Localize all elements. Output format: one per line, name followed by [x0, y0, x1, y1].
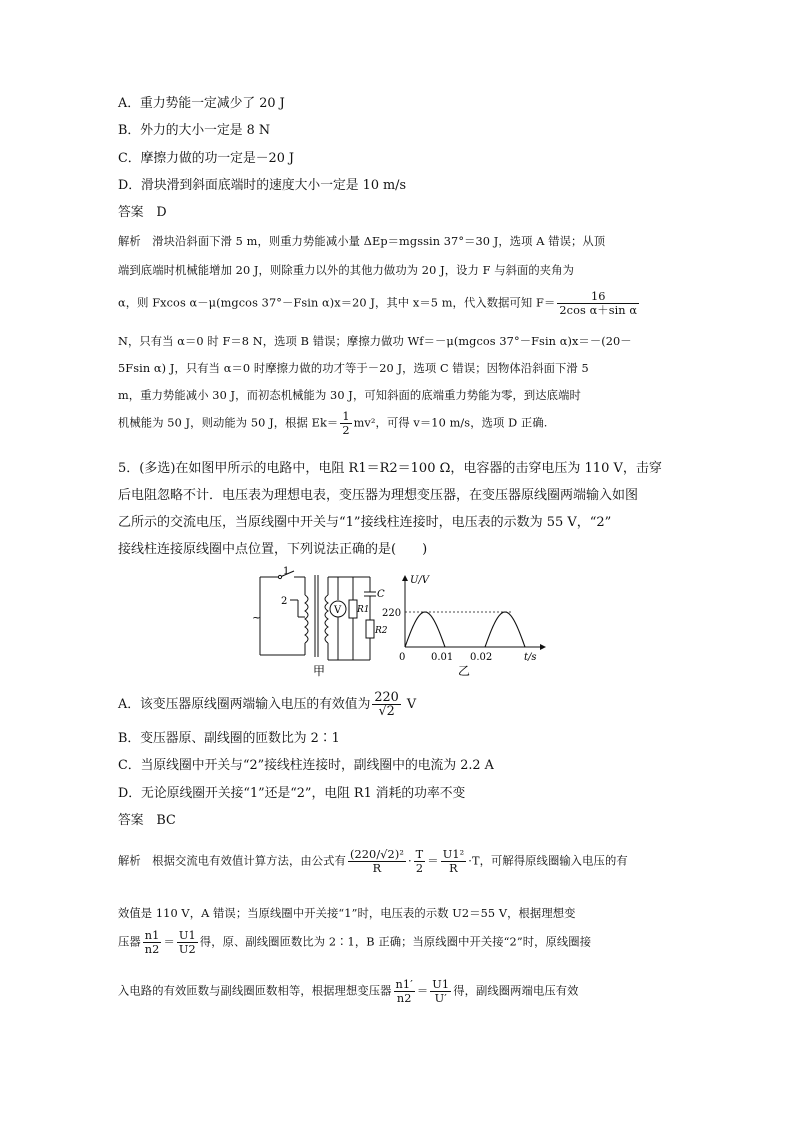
prev-explanation-line-2: 端到底端时机械能增加 20 J，则除重力以外的其他力做功为 20 J，设力 F 与斜面的夹角为	[118, 264, 574, 277]
exp-frac-1-num: (220/√2)²	[349, 848, 404, 861]
exp-frac-5-den: U2	[178, 943, 196, 956]
y-axis-arrow	[402, 575, 408, 581]
force-fraction-num: 16	[557, 290, 639, 304]
question5-line-2: 后电阻忽略不计．电压表为理想电表，变压器为理想变压器，在变压器原线圈两端输入如图	[118, 488, 639, 503]
primary-coil	[305, 595, 308, 643]
option-d-prev: D．滑块滑到斜面底端时的速度大小一定是 10 m/s	[118, 178, 407, 193]
force-fraction-den: 2cos α＋sin α	[559, 304, 638, 317]
exp-frac-1	[348, 848, 406, 875]
exp-frac-4	[143, 929, 162, 956]
figure-svg	[250, 565, 550, 680]
half-fraction-den: 2	[342, 424, 350, 437]
switch-label-2: 2	[281, 596, 288, 607]
x-axis-label: t/s	[524, 652, 537, 663]
option-c-prev: C．摩擦力做的功一定是－20 J	[118, 151, 295, 166]
question5-line-1: 5．(多选)在如图甲所示的电路中，电阻 R1＝R2＝100 Ω，电容器的击穿电压为 110 V，击穿	[118, 461, 662, 476]
force-fraction	[557, 290, 639, 317]
switch-label-1: 1	[283, 566, 290, 577]
exp-frac-4-num: n1	[144, 929, 160, 942]
switch-pivot	[278, 575, 281, 578]
prev-explanation-line-3-text: α，则 Fxcos α－μ(mgcos 37°－Fsin α)x＝20 J，其中 x＝5 m，代入数据可知 F＝	[118, 296, 556, 310]
circuit-jia	[260, 571, 376, 660]
option-a-prev: A．重力势能一定减少了 20 J	[118, 96, 285, 111]
tick-0: 0	[399, 652, 406, 663]
exp-frac-3-den: R	[449, 862, 458, 875]
voltage-waveform	[405, 612, 525, 647]
exp-frac-5	[177, 929, 198, 956]
tick-220: 220	[382, 608, 402, 619]
explanation5-line-3a: 压器	[118, 935, 141, 949]
exp-frac-6-den: n2	[396, 992, 412, 1005]
explanation5-line-3b: 得，原、副线圈匝数比为 2∶1，B 正确；当原线圈中开关接“2”时，原线圈接	[199, 935, 592, 949]
exp-frac-1-den: R	[372, 862, 382, 875]
label-jia: 甲	[313, 664, 326, 678]
voltmeter-label: V	[334, 605, 342, 616]
answer5: 答案 BC	[118, 813, 176, 828]
cap-label: C	[377, 589, 385, 600]
r2-box	[366, 620, 374, 638]
question5-line-4: 接线柱连接原线圈中点位置，下列说法正确的是( )	[118, 542, 428, 557]
option-d: D．无论原线圈开关接“1”还是“2”，电阻 R1 消耗的功率不变	[118, 786, 466, 801]
option-c: C．当原线圈中开关与“2”接线柱连接时，副线圈中的电流为 2.2 A	[118, 758, 494, 773]
r1-box	[349, 600, 357, 618]
prev-explanation-line-7a: 机械能为 50 J，则动能为 50 J，根据 Ek＝	[118, 416, 339, 430]
exp-frac-7-den: U′	[434, 992, 447, 1005]
option-b-prev: B．外力的大小一定是 8 N	[118, 123, 271, 138]
exp-frac-6	[394, 978, 415, 1005]
half-fraction	[340, 410, 351, 437]
explanation5-line-3	[118, 929, 591, 956]
exp-eq-1: ＝	[427, 854, 439, 868]
tick-002: 0.02	[470, 652, 493, 663]
prev-explanation-line-7b: mv²，可得 v＝10 m/s，选项 D 正确.	[353, 416, 548, 430]
exp-eq-3: ＝	[416, 984, 429, 998]
option-a	[118, 691, 416, 718]
option-a-fraction	[372, 691, 400, 718]
prev-explanation-line-7	[118, 410, 547, 437]
explanation5-line-1b: ·T，可解得原线圈输入电压的有	[468, 854, 628, 868]
explanation5-line-4	[118, 978, 579, 1005]
half-fraction-num: 1	[342, 410, 350, 423]
prev-answer: 答案 D	[118, 205, 167, 220]
exp-frac-3-num: U1²	[442, 848, 465, 861]
y-axis-label: U/V	[410, 575, 430, 586]
exp-dot: ·	[407, 854, 412, 868]
prev-explanation-line-3	[118, 290, 641, 317]
prev-explanation-line-1: 解析 滑块沿斜面下滑 5 m，则重力势能减小量 ΔEp＝mgssin 37°＝30 J，选项 A 错误；从顶	[118, 235, 606, 248]
exp-frac-2	[414, 848, 426, 875]
exp-frac-2-num: T	[415, 848, 424, 861]
exp-frac-6-num: n1′	[395, 978, 413, 991]
option-a-num: 220	[374, 690, 399, 705]
exp-frac-4-den: n2	[144, 943, 160, 956]
prev-explanation-line-6: m，重力势能减小 30 J，而初态机械能为 30 J，可知斜面的底端重力势能为零，到达底端时	[118, 389, 581, 402]
prev-explanation-line-4: N，只有当 α＝0 时 F＝8 N，选项 B 错误；摩擦力做功 Wf＝－μ(mgcos 37°－Fsin α)x＝－(20－	[118, 335, 632, 348]
exp-frac-2-den: 2	[415, 862, 424, 875]
exp-frac-3	[441, 848, 467, 875]
option-a-unit: V	[402, 697, 417, 712]
explanation5-line-4b: 得，副线圈两端电压有效	[453, 984, 579, 998]
r2-label: R2	[375, 626, 388, 636]
explanation5-line-2: 效值是 110 V，A 错误；当原线圈中开关接“1”时，电压表的示数 U2＝55 V，根据理想变	[118, 907, 576, 920]
explanation5-line-1	[118, 848, 628, 875]
exp-eq-2: ＝	[163, 935, 175, 949]
option-a-den: √2	[378, 704, 395, 719]
exp-frac-7	[430, 978, 451, 1005]
question5-line-3: 乙所示的交流电压，当原线圈中开关与“1”接线柱连接时，电压表的示数为 55 V，“2”	[118, 515, 612, 530]
label-yi: 乙	[458, 664, 471, 678]
prev-explanation-line-5: 5Fsin α) J，只有当 α＝0 时摩擦力做的功才等于－20 J，选项 C 错误；因物体沿斜面下滑 5	[118, 362, 589, 375]
graph-yi	[402, 575, 546, 650]
explanation5-line-4a: 入电路的有效匝数与副线圈匝数相等，根据理想变压器	[118, 984, 392, 998]
explanation5-line-1a: 解析 根据交流电有效值计算方法，由公式有	[118, 854, 346, 868]
option-b: B．变压器原、副线圈的匝数比为 2∶1	[118, 731, 340, 746]
source-symbol: ~	[252, 611, 262, 624]
x-axis-arrow	[540, 644, 546, 650]
secondary-coil	[325, 595, 328, 643]
exp-frac-5-num: U1	[178, 929, 196, 942]
tick-001: 0.01	[431, 652, 454, 663]
option-a-text: A．该变压器原线圈两端输入电压的有效值为	[118, 697, 371, 712]
figure	[250, 565, 550, 680]
exp-frac-7-num: U1	[432, 978, 450, 991]
r1-label: R1	[357, 605, 370, 615]
